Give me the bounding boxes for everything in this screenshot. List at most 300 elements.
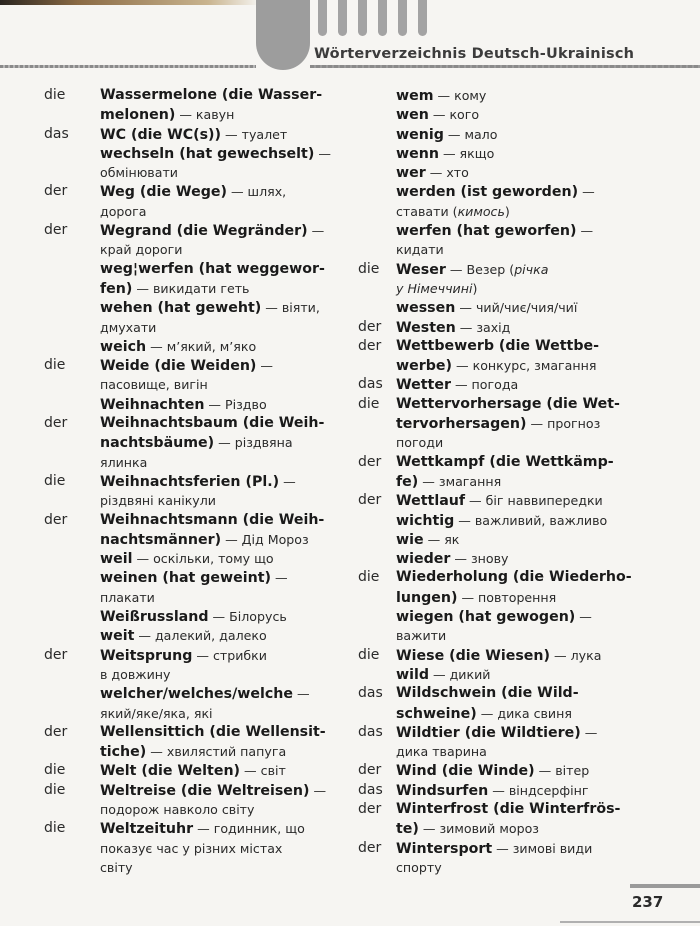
translation: показує час у різних містах (100, 840, 283, 856)
headword: nachtsmänner) (100, 531, 222, 548)
entry-text (396, 684, 579, 703)
dictionary-line (358, 588, 688, 607)
translation: світу (100, 859, 133, 875)
headword: werbe) (396, 358, 452, 375)
translation: різдвяні канікули (100, 493, 216, 509)
translation: — (580, 724, 598, 740)
entry-text (100, 839, 282, 859)
translation: кидати (396, 242, 444, 258)
entry-text (100, 568, 288, 588)
translation: — (314, 145, 331, 161)
article: der (358, 318, 382, 335)
article: die (44, 472, 66, 489)
translation: дика тварина (396, 744, 487, 760)
article: der (44, 222, 68, 239)
dictionary-line (358, 105, 688, 124)
entry-text (396, 800, 620, 819)
entry-text (100, 86, 322, 105)
dictionary-line (358, 125, 688, 144)
article: die (44, 781, 66, 798)
dictionary-line (358, 182, 688, 201)
dictionary-line (358, 839, 688, 858)
dictionary-line (358, 646, 688, 665)
entry-text (100, 414, 324, 433)
entry-text (100, 646, 267, 666)
translation: — конкурс, змагання (452, 358, 597, 374)
headword: Wettbewerb (die Wettbe- (396, 337, 599, 354)
entry-text (100, 202, 146, 222)
dictionary-line (44, 356, 344, 375)
headword: wenig (396, 126, 444, 143)
translation: — мало (443, 126, 498, 142)
running-header-title: Wörterverzeichnis Deutsch-Ukrainisch (314, 46, 635, 62)
translation: ) (472, 280, 478, 296)
dictionary-line (44, 704, 344, 723)
header-rule-right (310, 65, 700, 68)
dictionary-line (358, 375, 688, 394)
dictionary-line (44, 723, 344, 742)
entry-text (396, 665, 490, 685)
dictionary-line (44, 800, 344, 819)
dictionary-line (44, 414, 344, 433)
dictionary-line (358, 781, 688, 800)
translation: — стрибки (192, 647, 267, 663)
dictionary-line (44, 202, 344, 221)
headword: Wellensittich (die Wellensit- (100, 723, 326, 740)
dictionary-line (44, 433, 344, 452)
dictionary-line (44, 742, 344, 761)
article: der (358, 337, 382, 354)
entry-text (396, 414, 600, 434)
dictionary-line (358, 318, 688, 337)
translation: — далекий, далеко (134, 628, 267, 644)
article: der (358, 839, 382, 856)
dictionary-line (44, 491, 344, 510)
entry-text (396, 858, 442, 878)
headword: WC (die WC(s)) (100, 126, 222, 143)
thumb-tab (318, 0, 327, 36)
entry-text (396, 472, 501, 492)
entry-text (100, 665, 170, 685)
thumb-tab (338, 0, 347, 36)
headword: Wetter (396, 377, 451, 394)
translation: який/яке/яка, які (100, 705, 213, 721)
dictionary-line (44, 839, 344, 858)
entry-text (396, 375, 518, 395)
dictionary-line (358, 356, 688, 375)
article: der (44, 415, 68, 432)
entry-text (396, 395, 620, 414)
dictionary-line (44, 125, 344, 144)
dictionary-line (358, 858, 688, 877)
entry-text (100, 800, 254, 820)
dictionary-line (358, 260, 688, 279)
bottom-edge-rule (560, 921, 700, 923)
headword: weit (100, 628, 135, 645)
dictionary-line (358, 202, 688, 221)
translation: погоди (396, 435, 444, 451)
entry-text (100, 318, 156, 338)
entry-text (100, 356, 273, 376)
dictionary-line (358, 279, 688, 298)
page-number: 237 (632, 893, 664, 911)
headword: wie (396, 531, 424, 548)
entry-text (100, 607, 287, 627)
translation: — погода (450, 377, 519, 393)
dictionary-line (358, 742, 688, 761)
entry-text (100, 742, 286, 762)
dictionary-line (358, 568, 688, 587)
entry-text (396, 240, 444, 260)
dictionary-line (358, 549, 688, 568)
headword: Wettkampf (die Wettkämp- (396, 453, 614, 470)
translation: край дороги (100, 242, 183, 258)
translation: — (309, 782, 327, 798)
entry-text (396, 356, 596, 376)
headword: Weihnachten (100, 396, 205, 413)
entry-text (396, 607, 592, 627)
translation-note: у Німеччині (396, 280, 473, 296)
header-rule-left (0, 65, 256, 68)
entry-text (100, 761, 286, 781)
dictionary-line (44, 646, 344, 665)
headword: Weser (396, 261, 446, 278)
article: der (44, 646, 68, 663)
entry-text (100, 626, 267, 646)
headword: Wildschwein (die Wild- (396, 685, 579, 702)
translation: — дика свиня (476, 705, 572, 721)
translation-note: річка (514, 261, 549, 277)
dictionary-line (358, 626, 688, 645)
dictionary-line (44, 221, 344, 240)
dictionary-line (358, 144, 688, 163)
entry-text (396, 337, 599, 356)
headword: Weide (die Weiden) (100, 358, 257, 375)
entry-text (100, 453, 147, 473)
entry-text (100, 433, 293, 453)
translation: — вітер (534, 763, 590, 779)
translation-note: кимось (457, 203, 505, 219)
thumb-tab-current (256, 0, 310, 70)
entry-text (100, 549, 274, 569)
article: die (358, 395, 380, 412)
dictionary-line (358, 704, 688, 723)
translation: подорож навколо світу (100, 801, 255, 817)
headword: nachtsbäume) (100, 435, 215, 452)
headword: weg¦werfen (hat weggewor- (100, 260, 325, 277)
translation: — туалет (221, 126, 288, 142)
entry-text (396, 530, 459, 550)
translation: — повторення (457, 589, 557, 605)
entry-text (396, 144, 494, 164)
headword: Wildtier (die Wildtiere) (396, 724, 581, 741)
entry-text (100, 240, 182, 260)
dictionary-line (358, 221, 688, 240)
dictionary-line (44, 375, 344, 394)
headword: Weg (die Wege) (100, 184, 227, 201)
entry-text (100, 684, 310, 704)
headword: wechseln (hat gewechselt) (100, 145, 315, 162)
translation: ) (504, 203, 510, 219)
dictionary-line (358, 163, 688, 182)
dictionary-line (358, 607, 688, 626)
entry-text (396, 723, 597, 743)
entry-text (100, 472, 296, 492)
translation: — лука (550, 647, 602, 663)
translation: важити (396, 628, 447, 644)
translation: — світ (240, 763, 286, 779)
headword: fe) (396, 473, 419, 490)
translation: обмінювати (100, 165, 178, 181)
entry-text (396, 163, 469, 183)
entry-text (396, 588, 556, 608)
dictionary-line (44, 453, 344, 472)
translation: — (307, 223, 325, 239)
entry-text (396, 491, 603, 511)
headword: wer (396, 165, 426, 182)
translation: — хто (425, 165, 469, 181)
headword: wessen (396, 300, 456, 317)
entry-text (100, 395, 267, 415)
translation: ялинка (100, 454, 148, 470)
entry-text (100, 144, 331, 164)
entry-text (396, 453, 614, 472)
translation: — кого (428, 107, 480, 123)
dictionary-line (44, 298, 344, 317)
translation: — (279, 473, 296, 489)
dictionary-line (44, 105, 344, 124)
entry-text (396, 839, 592, 859)
entry-text (100, 125, 287, 145)
dictionary-line (44, 182, 344, 201)
article: das (358, 376, 383, 393)
translation: — викидати геть (132, 280, 250, 296)
headword: wiegen (hat gewogen) (396, 609, 576, 626)
dictionary-line (358, 723, 688, 742)
translation: — зимові види (492, 840, 593, 856)
entry-text (100, 704, 213, 724)
entry-text (100, 511, 324, 530)
headword: wem (396, 88, 434, 104)
thumb-tab (398, 0, 407, 36)
headword: Wintersport (396, 840, 493, 857)
headword: schweine) (396, 705, 477, 722)
entry-text (100, 260, 325, 279)
entry-text (396, 105, 479, 125)
entry-text (396, 86, 486, 106)
headword: te) (396, 821, 419, 838)
dictionary-line (358, 684, 688, 703)
article: der (44, 511, 68, 528)
dictionary-line (44, 819, 344, 838)
dictionary-line (44, 279, 344, 298)
dictionary-line (44, 607, 344, 626)
translation: ставати ( (396, 203, 458, 219)
thumb-tab (418, 0, 427, 36)
headword: tervorhersagen) (396, 416, 527, 433)
translation: — зимовий мороз (418, 821, 539, 837)
dictionary-line (44, 337, 344, 356)
translation: — віяти, (261, 300, 320, 316)
entry-text (396, 646, 601, 666)
article: die (358, 260, 380, 277)
translation: плакати (100, 589, 155, 605)
dictionary-line (44, 665, 344, 684)
translation: — (292, 686, 310, 702)
entry-text (100, 819, 305, 839)
article: die (44, 762, 66, 779)
dictionary-line (44, 86, 344, 105)
dictionary-line (44, 761, 344, 780)
dictionary-line (358, 491, 688, 510)
dictionary-column-left (44, 86, 344, 877)
headword: fen) (100, 280, 133, 297)
article: das (358, 685, 383, 702)
headword: wenn (396, 145, 439, 162)
entry-text (100, 105, 234, 125)
headword: Wiederholung (die Wiederho- (396, 569, 632, 586)
headword: Welt (die Welten) (100, 763, 241, 780)
headword: tiche) (100, 744, 147, 761)
entry-text (396, 742, 487, 762)
headword: lungen) (396, 589, 458, 606)
dictionary-line (44, 240, 344, 259)
translation: — кавун (175, 107, 235, 123)
entry-text (396, 221, 593, 241)
entry-text (100, 491, 216, 511)
translation: — (576, 223, 594, 239)
dictionary-line (358, 298, 688, 317)
headword: weich (100, 338, 147, 355)
dictionary-line (44, 626, 344, 645)
entry-text (396, 704, 572, 724)
headword: wichtig (396, 512, 455, 529)
dictionary-line (44, 144, 344, 163)
translation: — Білорусь (208, 609, 287, 625)
entry-text (100, 723, 326, 742)
article: der (358, 762, 382, 779)
dictionary-line (44, 684, 344, 703)
article: das (44, 125, 69, 142)
entry-text (396, 260, 548, 280)
headword: werden (ist geworden) (396, 184, 579, 201)
headword: werfen (hat geworfen) (396, 223, 577, 240)
entry-text (396, 626, 446, 646)
translation: — шлях, (226, 184, 287, 200)
headword: welcher/welches/welche (100, 686, 293, 703)
dictionary-line (44, 568, 344, 587)
dictionary-line (44, 163, 344, 182)
translation: дорога (100, 203, 147, 219)
headword: weil (100, 551, 133, 568)
entry-text (396, 279, 477, 299)
dictionary-line (44, 549, 344, 568)
translation: — біг наввипередки (465, 493, 603, 509)
dictionary-line (44, 858, 344, 877)
entry-text (100, 588, 155, 608)
article: der (358, 453, 382, 470)
headword: Wettervorhersage (die Wet- (396, 395, 620, 412)
entry-text (100, 781, 326, 801)
article: der (358, 800, 382, 817)
headword: Weihnachtsbaum (die Weih- (100, 415, 325, 432)
dictionary-line (358, 240, 688, 259)
translation: — змагання (418, 473, 502, 489)
headword: Wiese (die Wiesen) (396, 647, 550, 664)
thumb-tab (358, 0, 367, 36)
translation: — оскільки, тому що (132, 551, 274, 567)
article: die (44, 357, 66, 374)
entry-text (396, 761, 589, 781)
translation: — важливий, важливо (454, 512, 608, 528)
article: die (358, 569, 380, 586)
dictionary-line (358, 800, 688, 819)
article: der (44, 183, 68, 200)
headword: wehen (hat geweht) (100, 300, 262, 317)
headword: wild (396, 666, 429, 683)
translation: пасовище, вигін (100, 377, 208, 393)
dictionary-line (358, 530, 688, 549)
translation: — Дід Мороз (221, 531, 309, 547)
translation: — якщо (438, 145, 495, 161)
dictionary-line (358, 414, 688, 433)
headword: Wegrand (die Wegränder) (100, 223, 308, 240)
entry-text (396, 549, 509, 569)
translation: — годинник, що (193, 821, 305, 837)
dictionary-line (358, 453, 688, 472)
article: das (358, 781, 383, 798)
dictionary-line (44, 511, 344, 530)
headword: Weitsprung (100, 647, 193, 664)
translation: — чий/чиє/чия/чиї (455, 300, 578, 316)
entry-text (100, 858, 133, 878)
translation: — прогноз (526, 416, 601, 432)
translation: — хвилястий папуга (146, 744, 287, 760)
translation: — дикий (429, 666, 491, 682)
translation: спорту (396, 859, 442, 875)
dictionary-line (358, 761, 688, 780)
entry-text (100, 182, 286, 202)
entry-text (396, 202, 510, 222)
translation: — знову (450, 551, 509, 567)
thumb-tab (378, 0, 387, 36)
dictionary-line (44, 588, 344, 607)
headword: Weihnachtsferien (Pl.) (100, 473, 280, 490)
dictionary-line (358, 433, 688, 452)
article: das (358, 723, 383, 740)
translation: — Везер ( (445, 261, 515, 277)
translation: — різдвяна (214, 435, 293, 451)
entry-text (396, 298, 577, 318)
translation: — захід (455, 319, 511, 335)
headword: Wassermelone (die Wasser- (100, 87, 323, 103)
translation: — Різдво (204, 396, 267, 412)
dictionary-line (358, 819, 688, 838)
dictionary-line (44, 781, 344, 800)
entry-text (100, 279, 249, 299)
entry-text (100, 163, 178, 183)
headword: Weihnachtsmann (die Weih- (100, 511, 325, 528)
headword: wen (396, 107, 429, 124)
entry-text (396, 511, 607, 531)
entry-text (100, 530, 309, 550)
dictionary-line (44, 318, 344, 337)
dictionary-line (358, 665, 688, 684)
translation: — (270, 570, 288, 586)
headword: Weißrussland (100, 609, 209, 626)
translation: — (578, 184, 595, 200)
dictionary-line (358, 395, 688, 414)
